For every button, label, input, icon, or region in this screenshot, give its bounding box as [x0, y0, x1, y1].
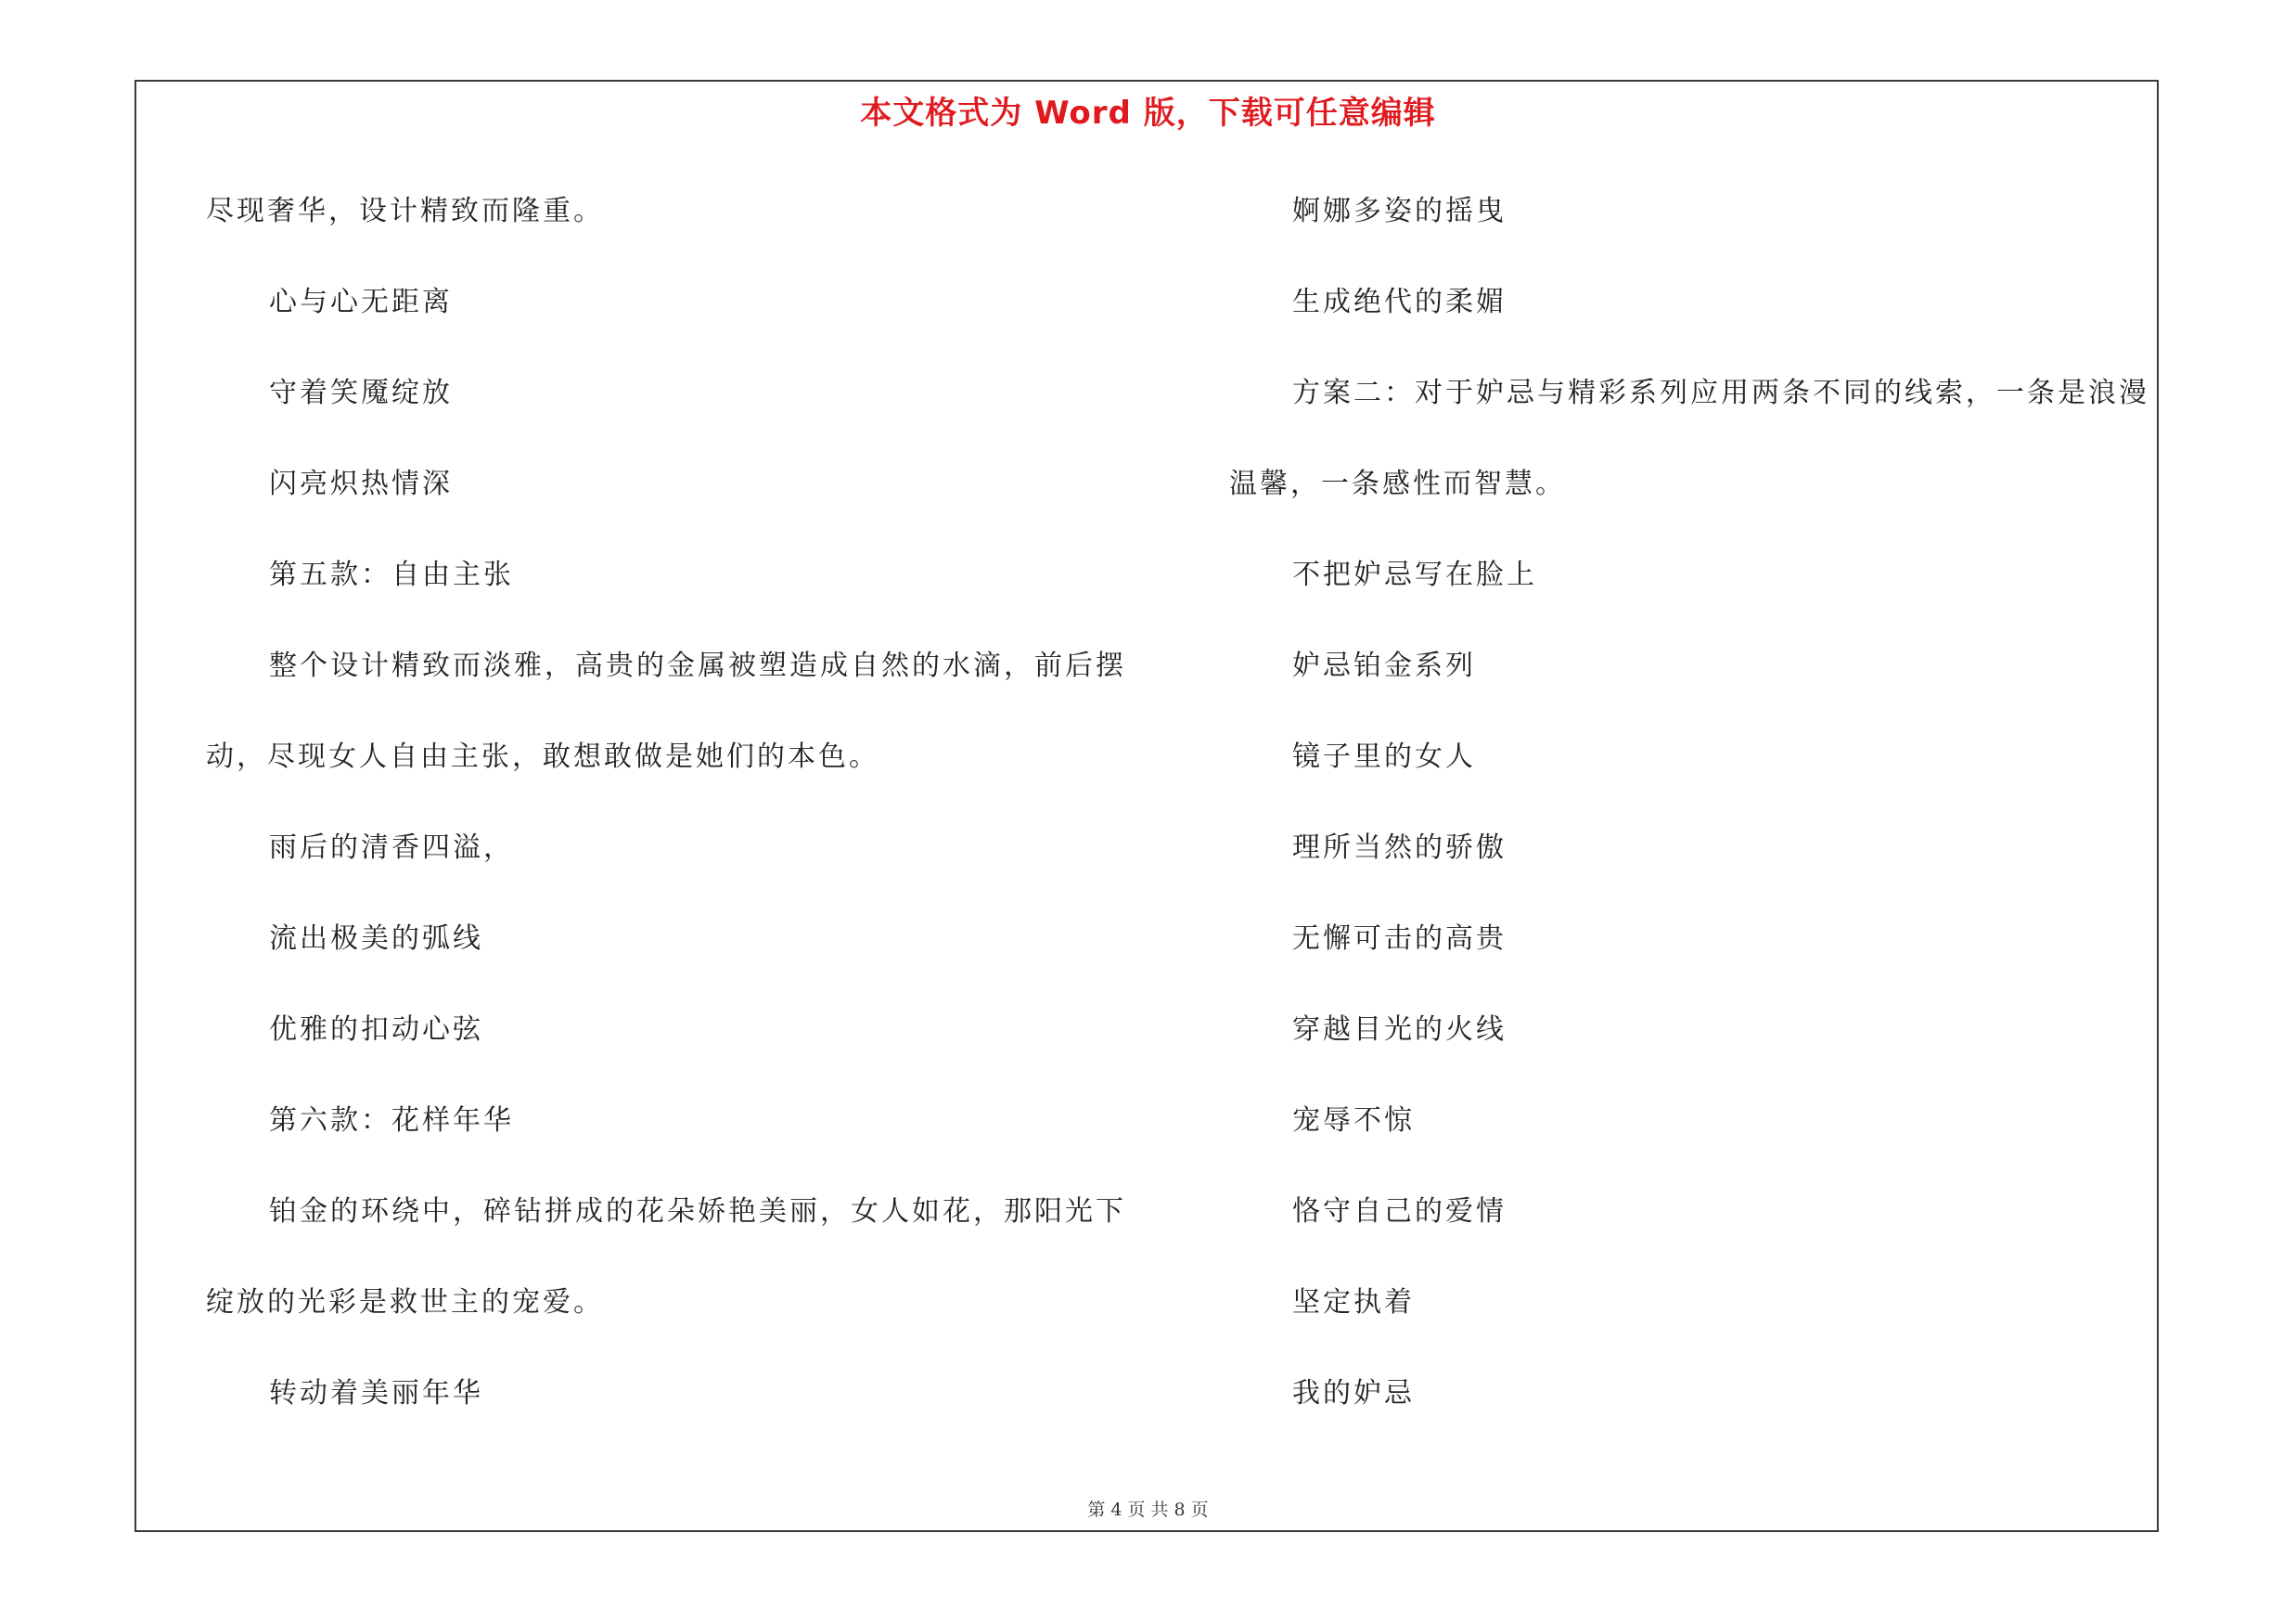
- text-line: 优雅的扣动心弦: [269, 1013, 483, 1046]
- text-line: 无懈可击的高贵: [1292, 922, 1507, 955]
- section-heading: 第五款：自由主张: [269, 559, 514, 591]
- text-line: 不把妒忌写在脸上: [1292, 559, 1537, 591]
- text-line: 温馨，一条感性而智慧。: [1229, 468, 1566, 500]
- text-line: 绽放的光彩是救世主的宠爱。: [206, 1286, 604, 1319]
- text-line: 镜子里的女人: [1292, 741, 1476, 773]
- text-line: 恪守自己的爱情: [1292, 1195, 1507, 1228]
- text-line: 闪亮炽热情深: [269, 468, 453, 500]
- text-line: 守着笑魇绽放: [269, 377, 453, 409]
- text-line: 铂金的环绕中，碎钻拼成的花朵娇艳美丽，女人如花，那阳光下: [269, 1195, 1126, 1228]
- section-heading: 第六款：花样年华: [269, 1104, 514, 1137]
- header-banner: 本文格式为 Word 版，下载可任意编辑: [860, 95, 1436, 132]
- text-line: 雨后的清香四溢，: [269, 831, 514, 864]
- text-line: 生成绝代的柔媚: [1292, 286, 1507, 318]
- text-line: 穿越目光的火线: [1292, 1013, 1507, 1046]
- text-line: 整个设计精致而淡雅，高贵的金属被塑造成自然的水滴，前后摆: [269, 650, 1126, 682]
- text-line: 心与心无距离: [269, 286, 453, 318]
- text-line: 坚定执着: [1292, 1286, 1415, 1319]
- text-line: 尽现奢华，设计精致而隆重。: [206, 195, 604, 227]
- text-line: 宠辱不惊: [1292, 1104, 1415, 1137]
- text-line: 动，尽现女人自由主张，敢想敢做是她们的本色。: [206, 741, 879, 773]
- text-line: 方案二：对于妒忌与精彩系列应用两条不同的线索，一条是浪漫: [1292, 377, 2149, 409]
- text-line: 婀娜多姿的摇曳: [1292, 195, 1507, 227]
- text-line: 妒忌铂金系列: [1292, 650, 1476, 682]
- text-line: 流出极美的弧线: [269, 922, 483, 955]
- text-line: 理所当然的骄傲: [1292, 831, 1507, 864]
- text-line: 我的妒忌: [1292, 1377, 1415, 1410]
- text-line: 转动着美丽年华: [269, 1377, 483, 1410]
- page-indicator: 第 4 页 共 8 页: [1087, 1500, 1209, 1520]
